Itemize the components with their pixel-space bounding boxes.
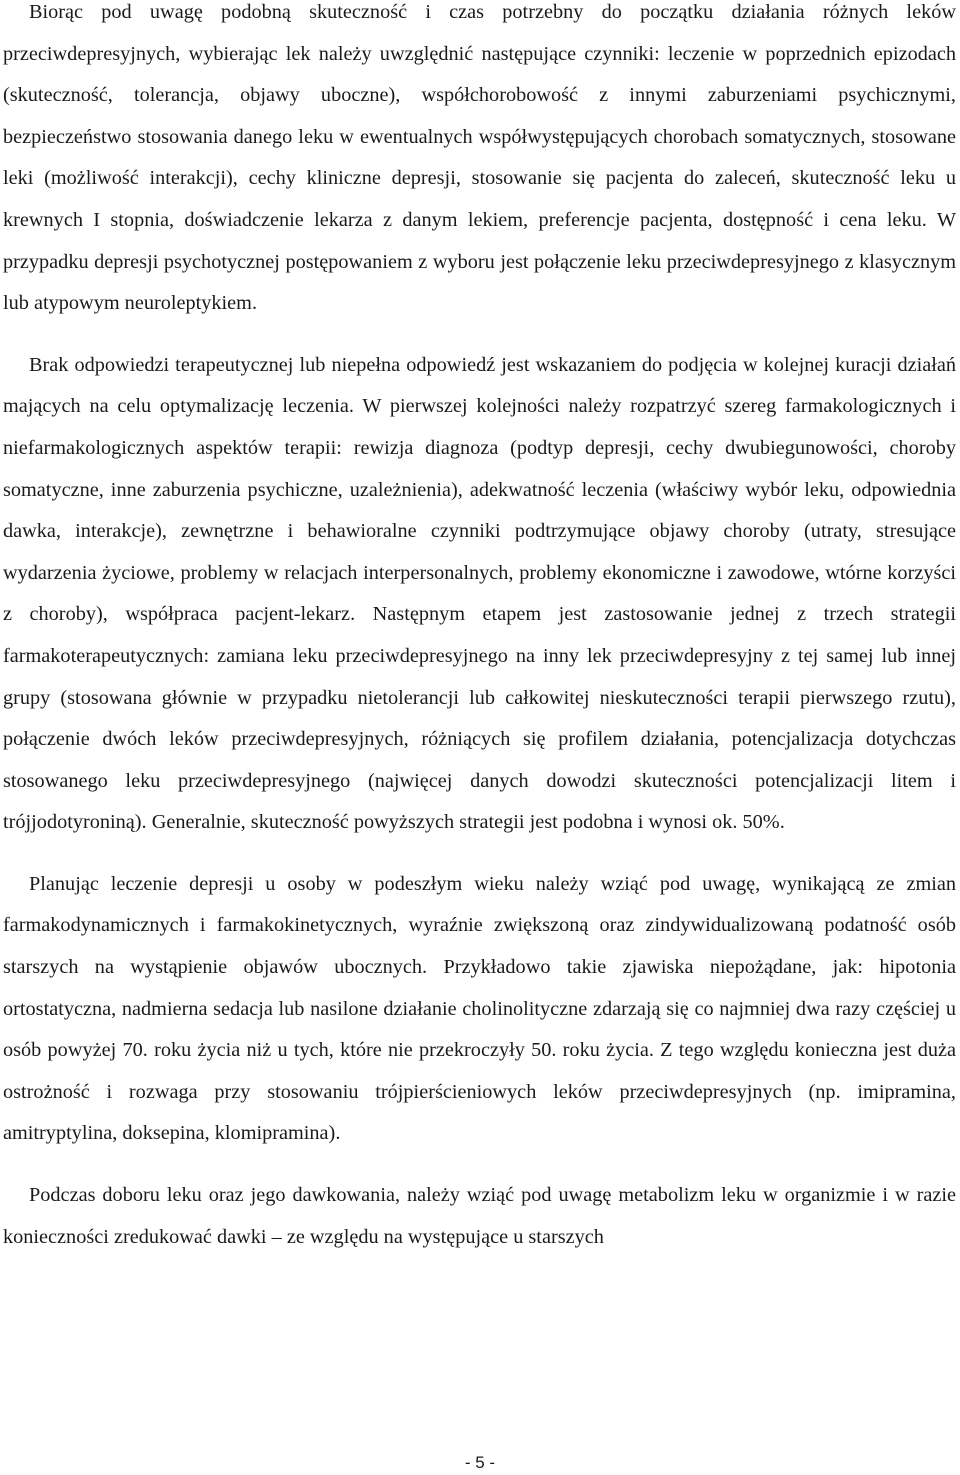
paragraph-elderly-patients: Planując leczenie depresji u osoby w podeszłym wieku należy wziąć pod uwagę, wynikającą ze zmian farmakodynamicznych i farmakokinetycznych, wyraźnie zwiększoną oraz zindywidualizowaną podatność osób starszych na wystąpienie objawów ubocznych. Przykładowo takie zjawiska niepożądane, jak: hipotonia ortostatyczna, nadmierna sedacja lub nasilone działanie cholinolityczne zdarzają się co najmniej dwa razy częściej u osób powyżej 70. roku życia niż u tych, które nie przekroczyły 50. roku życia. Z tego względu konieczna jest duża ostrożność i rozwaga przy stosowaniu trójpierścieniowych leków przeciwdepresyjnych (np. imipramina, amitryptylina, doksepina, klomipramina). [3, 872, 956, 1145]
paragraph-treatment-resistance: Brak odpowiedzi terapeutycznej lub niepełna odpowiedź jest wskazaniem do podjęcia w kolejnej kuracji działań mających na celu optymalizację leczenia. W pierwszej kolejności należy rozpatrzyć szereg farmakologicznych i niefarmakologicznych aspektów terapii: rewizja diagnoza (podtyp depresji, cechy dwubiegunowości, choroby somatyczne, inne zaburzenia psychiczne, uzależnienia), adekwatność leczenia (właściwy wybór leku, odpowiednia dawka, interakcje), zewnętrzne i behawioralne czynniki podtrzymujące objawy choroby (utraty, stresujące wydarzenia życiowe, problemy w relacjach interpersonalnych, problemy ekonomiczne i zawodowe, wtórne korzyści z choroby), współpraca pacjent-lekarz. Następnym etapem jest zastosowanie jednej z trzech strategii farmakoterapeutycznych: zamiana leku przeciwdepresyjnego na inny lek przeciwdepresyjny z tej samej lub innej grupy (stosowana głównie w przypadku nietolerancji lub całkowitej nieskuteczności terapii pierwszego rzutu), połączenie dwóch leków przeciwdepresyjnych, różniących się profilem działania, potencjalizacja dotychczas stosowanego leku przeciwdepresyjnego (najwięcej danych dowodzi skuteczności potencjalizacji litem i trójjodotyroniną). Generalnie, skuteczność powyższych strategii jest podobna i wynosi ok. 50%. [3, 353, 956, 834]
page-number: - 5 - [464, 1453, 496, 1472]
document-body [3, 0, 956, 1258]
paragraph-dose-selection: Podczas doboru leku oraz jego dawkowania, należy wziąć pod uwagę metabolizm leku w organizmie i w razie konieczności zredukować dawki – ze względu na występujące u starszych [3, 1184, 956, 1248]
paragraph-antidepressant-selection: Biorąc pod uwagę podobną skuteczność i czas potrzebny do początku działania różnych leków przeciwdepresyjnych, wybierając lek należy uwzględnić następujące czynniki: leczenie w poprzednich epizodach (skuteczność, tolerancja, objawy uboczne), współchorobowość z innymi zaburzeniami psychicznymi, bezpieczeństwo stosowania danego leku w ewentualnych współwystępujących chorobach somatycznych, stosowane leki (możliwość interakcji), cechy kliniczne depresji, stosowanie się pacjenta do zaleceń, skuteczność leku u krewnych I stopnia, doświadczenie lekarza z danym lekiem, preferencje pacjenta, dostępność i cena leku. W przypadku depresji psychotycznej postępowaniem z wyboru jest połączenie leku przeciwdepresyjnego z klasycznym lub atypowym neuroleptykiem. [3, 1, 956, 315]
